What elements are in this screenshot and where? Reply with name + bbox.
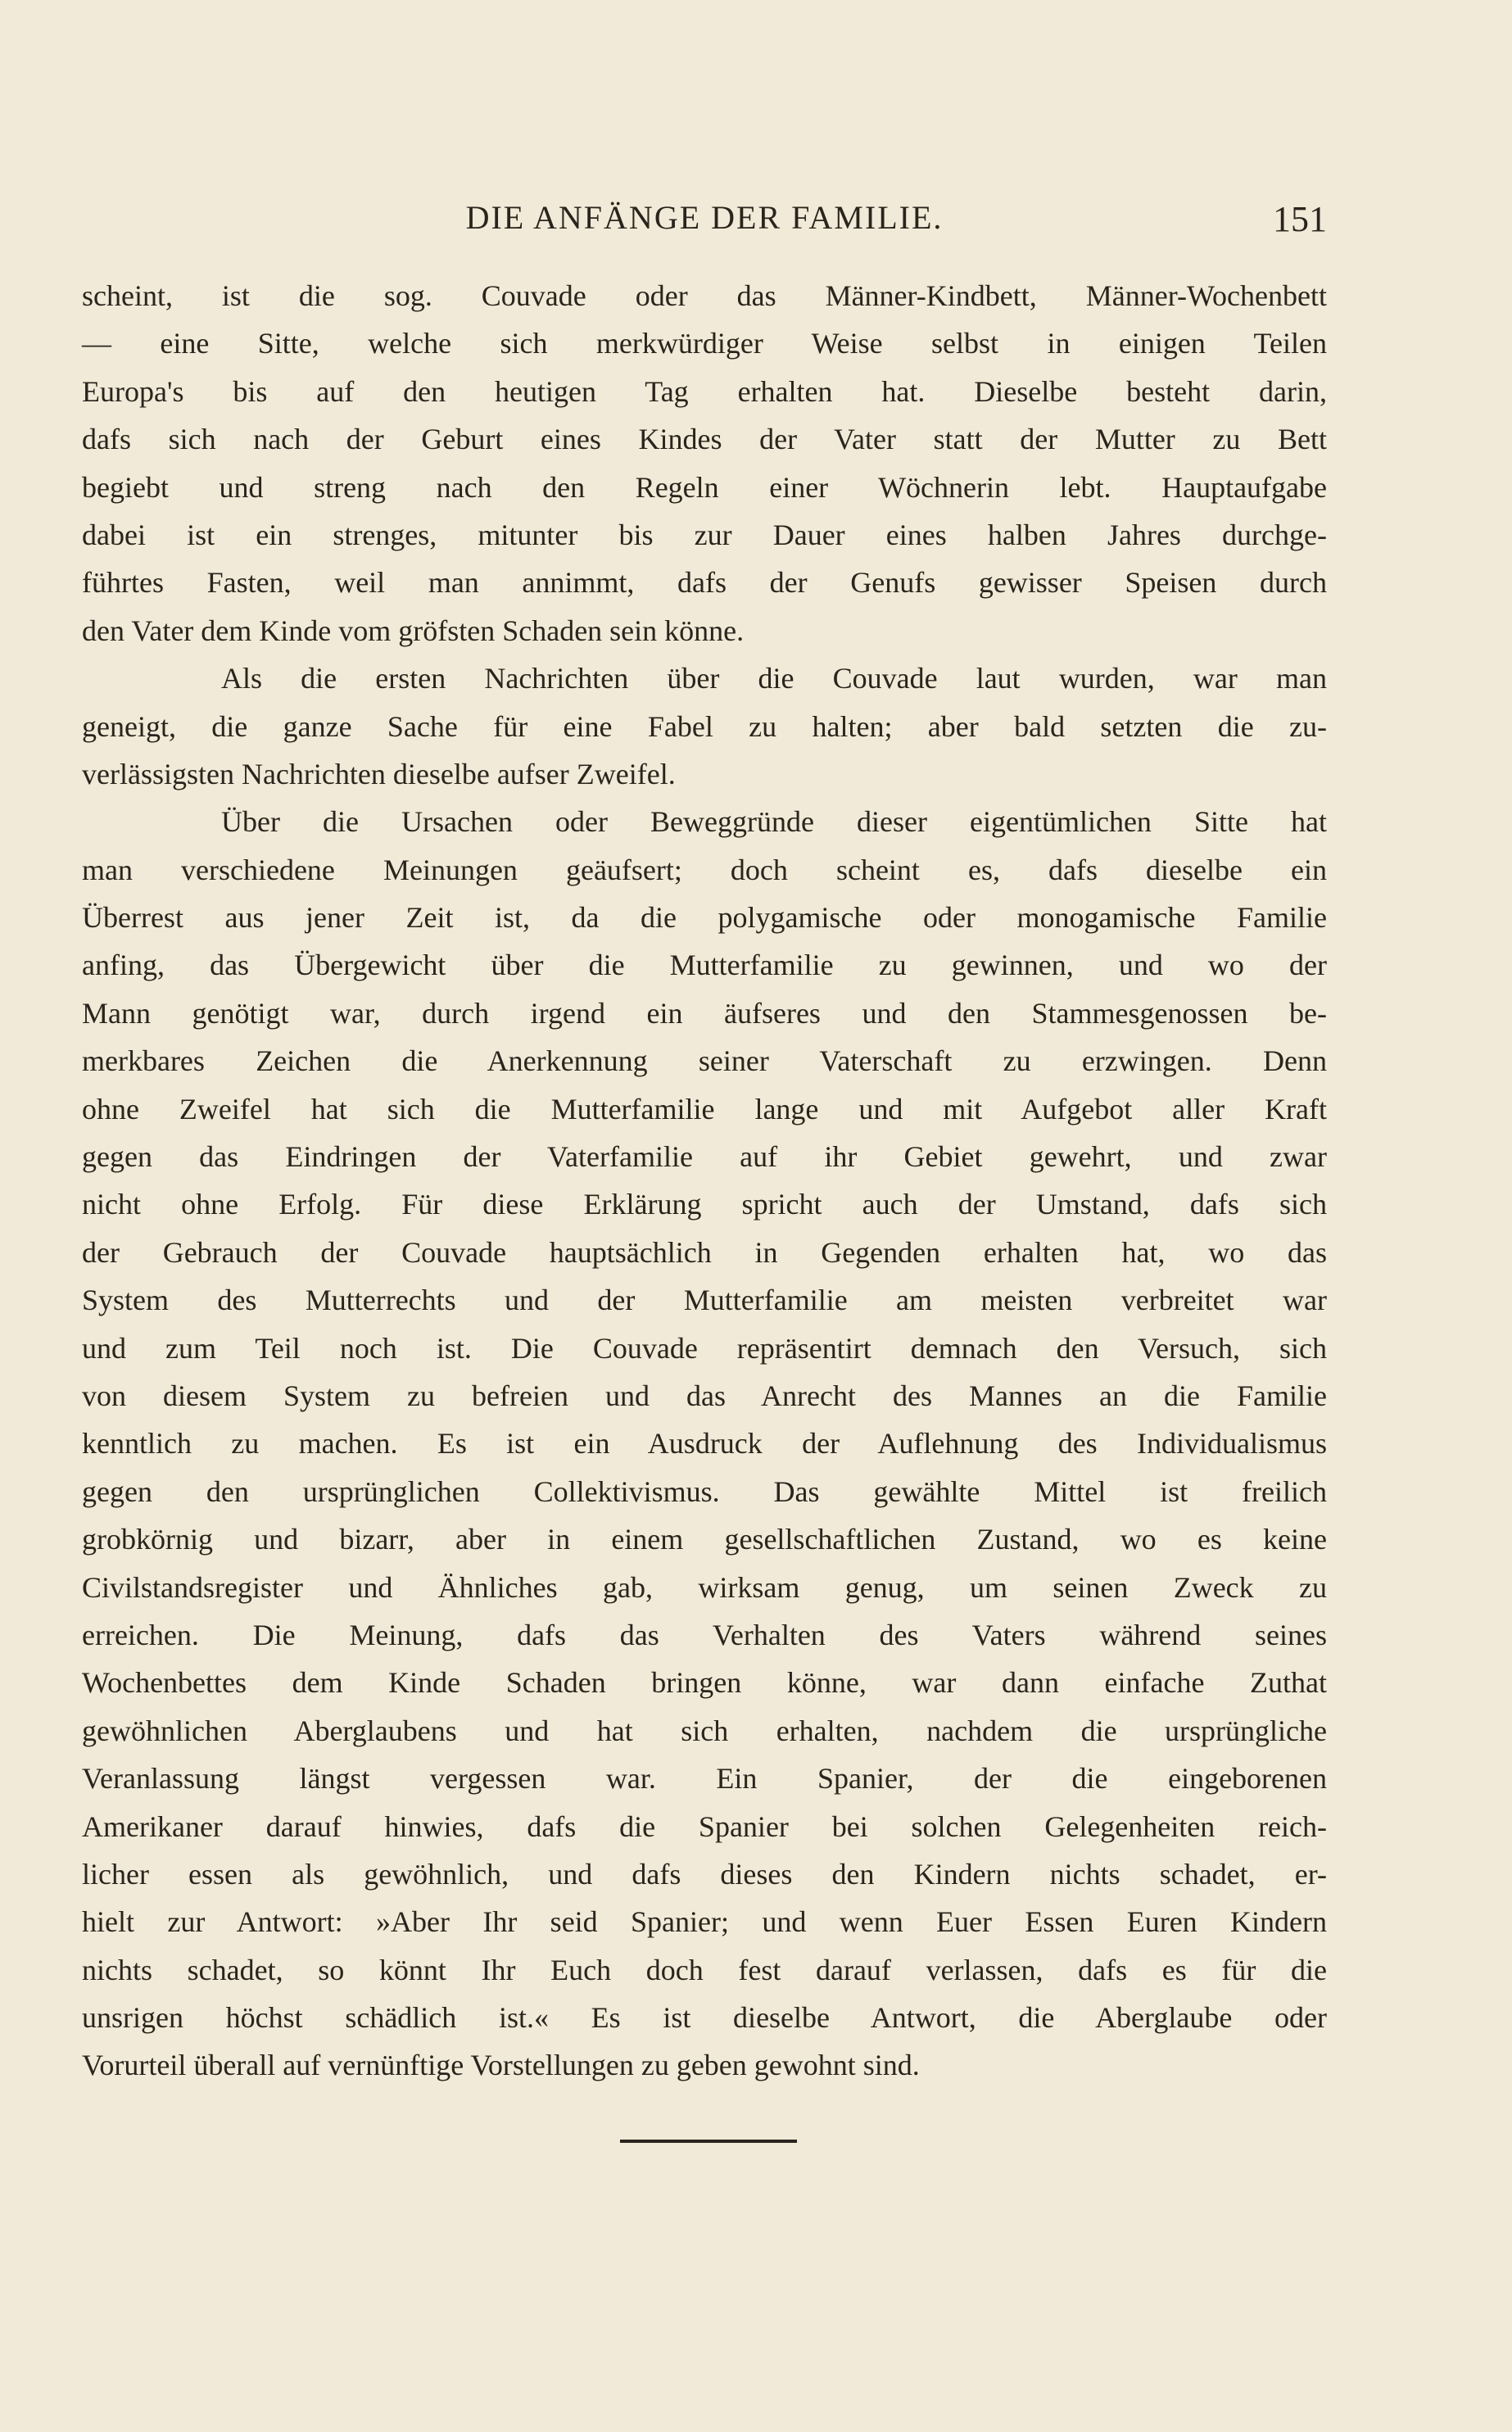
text-line: — eine Sitte, welche sich merkwürdiger Weise selbst in einigen Teilen bbox=[82, 327, 1327, 360]
text-line: gegen den ursprünglichen Collektivismus. Das gewählte Mittel ist freilich bbox=[82, 1474, 1327, 1508]
text-line: führtes Fasten, weil man annimmt, dafs der Genufs gewisser Speisen durch bbox=[82, 566, 1327, 600]
text-line: verlässigsten Nachrichten dieselbe aufser Zweifel. bbox=[82, 757, 676, 790]
text-line: merkbares Zeichen die Anerkennung seiner Vaterschaft zu erzwingen. Denn bbox=[82, 1044, 1327, 1078]
text-line: ohne Zweifel hat sich die Mutterfamilie lange und mit Aufgebot aller Kraft bbox=[82, 1092, 1327, 1125]
text-line: Wochenbettes dem Kinde Schaden bringen könne, war dann einfache Zuthat bbox=[82, 1666, 1327, 1700]
text-line: Veranlassung längst vergessen war. Ein Spanier, der die eingeborenen bbox=[82, 1762, 1327, 1796]
text-line: Überrest aus jener Zeit ist, da die polygamische oder monogamische Familie bbox=[82, 901, 1327, 935]
text-line: grobkörnig und bizarr, aber in einem gesellschaftlichen Zustand, wo es keine bbox=[82, 1523, 1327, 1556]
text-line: Civilstandsregister und Ähnliches gab, wirksam genug, um seinen Zweck zu bbox=[82, 1570, 1327, 1604]
paragraph-first-line: Als die ersten Nachrichten über die Couvade laut wurden, war man bbox=[221, 662, 1327, 695]
text-line: und zum Teil noch ist. Die Couvade repräsentirt demnach den Versuch, sich bbox=[82, 1331, 1327, 1365]
text-line: der Gebrauch der Couvade hauptsächlich in Gegenden erhalten hat, wo das bbox=[82, 1235, 1327, 1269]
text-line: System des Mutterrechts und der Mutterfamilie am meisten verbreitet war bbox=[82, 1284, 1327, 1317]
running-head bbox=[82, 190, 1327, 256]
text-line: Mann genötigt war, durch irgend ein äufseres und den Stammesgenossen be- bbox=[82, 996, 1327, 1030]
text-line: man verschiedene Meinungen geäufsert; doch scheint es, dafs dieselbe ein bbox=[82, 853, 1327, 886]
page-number: 151 bbox=[1273, 199, 1327, 239]
text-line: Vorurteil überall auf vernünftige Vorstellungen zu geben gewohnt sind. bbox=[82, 2049, 920, 2082]
text-line: nichts schadet, so könnt Ihr Euch doch fest darauf verlassen, dafs es für die bbox=[82, 1953, 1327, 1986]
text-line: licher essen als gewöhnlich, und dafs dieses den Kindern nichts schadet, er- bbox=[82, 1857, 1327, 1891]
text-line: begiebt und streng nach den Regeln einer Wöchnerin lebt. Hauptaufgabe bbox=[82, 470, 1327, 504]
text-line: Amerikaner darauf hinwies, dafs die Spanier bei solchen Gelegenheiten reich- bbox=[82, 1809, 1327, 1843]
text-line: dabei ist ein strenges, mitunter bis zur Dauer eines halben Jahres durchge- bbox=[82, 518, 1327, 551]
text-line: kenntlich zu machen. Es ist ein Ausdruck der Auflehnung des Individualismus bbox=[82, 1427, 1327, 1461]
text-line: scheint, ist die sog. Couvade oder das Männer-Kindbett, Männer-Wochenbett bbox=[82, 279, 1327, 312]
text-line: dafs sich nach der Geburt eines Kindes der Vater statt der Mutter zu Bett bbox=[82, 423, 1327, 456]
text-line: anfing, das Übergewicht über die Mutterfamilie zu gewinnen, und wo der bbox=[82, 949, 1327, 982]
text-line: gewöhnlichen Aberglaubens und hat sich erhalten, nachdem die ursprüngliche bbox=[82, 1714, 1327, 1747]
text-line: gegen das Eindringen der Vaterfamilie auf ihr Gebiet gewehrt, und zwar bbox=[82, 1140, 1327, 1174]
text-line: Europa's bis auf den heutigen Tag erhalten hat. Dieselbe besteht darin, bbox=[82, 374, 1327, 408]
text-line: erreichen. Die Meinung, dafs das Verhalten des Vaters während seines bbox=[82, 1618, 1327, 1651]
text-line: unsrigen höchst schädlich ist.« Es ist dieselbe Antwort, die Aberglaube oder bbox=[82, 2001, 1327, 2035]
paragraph-first-line: Über die Ursachen oder Beweggründe dieser eigentümlichen Sitte hat bbox=[221, 805, 1327, 839]
text-line: nicht ohne Erfolg. Für diese Erklärung spricht auch der Umstand, dafs sich bbox=[82, 1188, 1327, 1221]
chapter-title: DIE ANFÄNGE DER FAMILIE. bbox=[465, 199, 944, 236]
body-text bbox=[82, 272, 1327, 2090]
end-rule bbox=[620, 2140, 797, 2143]
text-line: geneigt, die ganze Sache für eine Fabel zu halten; aber bald setzten die zu- bbox=[82, 709, 1327, 743]
text-line: von diesem System zu befreien und das Anrecht des Mannes an die Familie bbox=[82, 1379, 1327, 1412]
text-line: den Vater dem Kinde vom gröfsten Schaden sein könne. bbox=[82, 614, 745, 647]
text-line: hielt zur Antwort: »Aber Ihr seid Spanier; und wenn Euer Essen Euren Kindern bbox=[82, 1905, 1327, 1939]
